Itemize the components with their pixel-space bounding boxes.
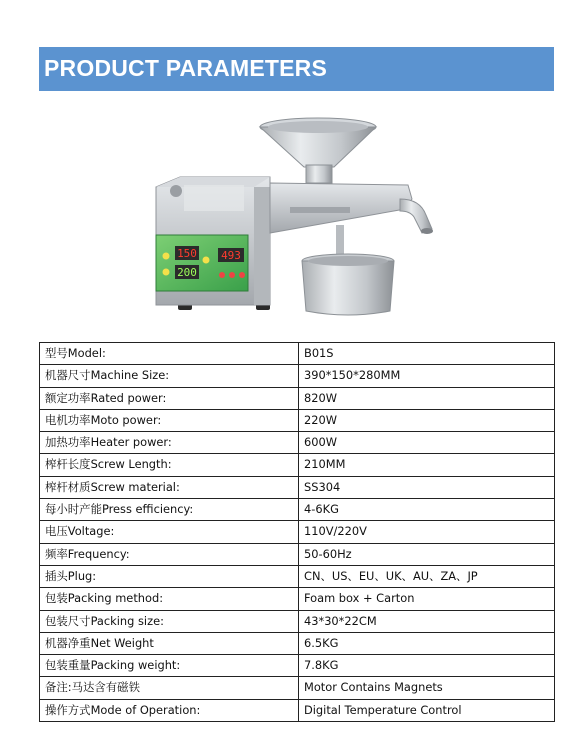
spec-value: 220W [299, 409, 555, 431]
spec-label: 操作方式Mode of Operation: [40, 699, 299, 721]
spec-row [40, 387, 555, 409]
spec-label: 机器净重Net Weight [40, 632, 299, 654]
temp-display-top: 150 [177, 247, 197, 260]
spec-label: 型号Model: [40, 343, 299, 365]
spec-row [40, 499, 555, 521]
spec-row [40, 432, 555, 454]
spec-row [40, 632, 555, 654]
spec-label: 包装尺寸Packing size: [40, 610, 299, 632]
spec-row [40, 343, 555, 365]
spec-label: 榨杆长度Screw Length: [40, 454, 299, 476]
oil-press-machine-image [150, 115, 440, 320]
parameters-table [39, 342, 555, 722]
spec-value: 7.8KG [299, 655, 555, 677]
spec-row [40, 699, 555, 721]
section-banner [39, 47, 554, 91]
spec-value: 820W [299, 387, 555, 409]
spec-value: CN、US、EU、UK、AU、ZA、JP [299, 565, 555, 587]
spec-row [40, 521, 555, 543]
spec-value: Foam box + Carton [299, 588, 555, 610]
spec-label: 每小时产能Press efficiency: [40, 499, 299, 521]
temp-display-bottom: 200 [177, 266, 197, 279]
spec-label: 包装重量Packing weight: [40, 655, 299, 677]
spec-value: Digital Temperature Control [299, 699, 555, 721]
spec-row [40, 610, 555, 632]
spec-label: 插头Plug: [40, 565, 299, 587]
spec-row [40, 565, 555, 587]
timer-display: 493 [221, 249, 241, 262]
spec-value: 600W [299, 432, 555, 454]
spec-row [40, 677, 555, 699]
spec-label: 电机功率Moto power: [40, 409, 299, 431]
spec-label: 额定功率Rated power: [40, 387, 299, 409]
banner-title: PRODUCT PARAMETERS [44, 55, 328, 81]
spec-label: 频率Frequency: [40, 543, 299, 565]
spec-value: 6.5KG [299, 632, 555, 654]
spec-row [40, 588, 555, 610]
spec-value: 210MM [299, 454, 555, 476]
spec-label: 包装Packing method: [40, 588, 299, 610]
spec-label: 电压Voltage: [40, 521, 299, 543]
spec-value: 390*150*280MM [299, 365, 555, 387]
spec-value: 50-60Hz [299, 543, 555, 565]
spec-label: 榨杆材质Screw material: [40, 476, 299, 498]
spec-value: Motor Contains Magnets [299, 677, 555, 699]
spec-value: 43*30*22CM [299, 610, 555, 632]
spec-row [40, 476, 555, 498]
spec-value: 4-6KG [299, 499, 555, 521]
spec-value: 110V/220V [299, 521, 555, 543]
spec-label: 机器尺寸Machine Size: [40, 365, 299, 387]
spec-row [40, 543, 555, 565]
spec-row [40, 409, 555, 431]
spec-row [40, 454, 555, 476]
spec-value: SS304 [299, 476, 555, 498]
spec-label: 加热功率Heater power: [40, 432, 299, 454]
spec-row [40, 365, 555, 387]
spec-value: B01S [299, 343, 555, 365]
spec-row [40, 655, 555, 677]
spec-label: 备注:马达含有磁铁 [40, 677, 299, 699]
